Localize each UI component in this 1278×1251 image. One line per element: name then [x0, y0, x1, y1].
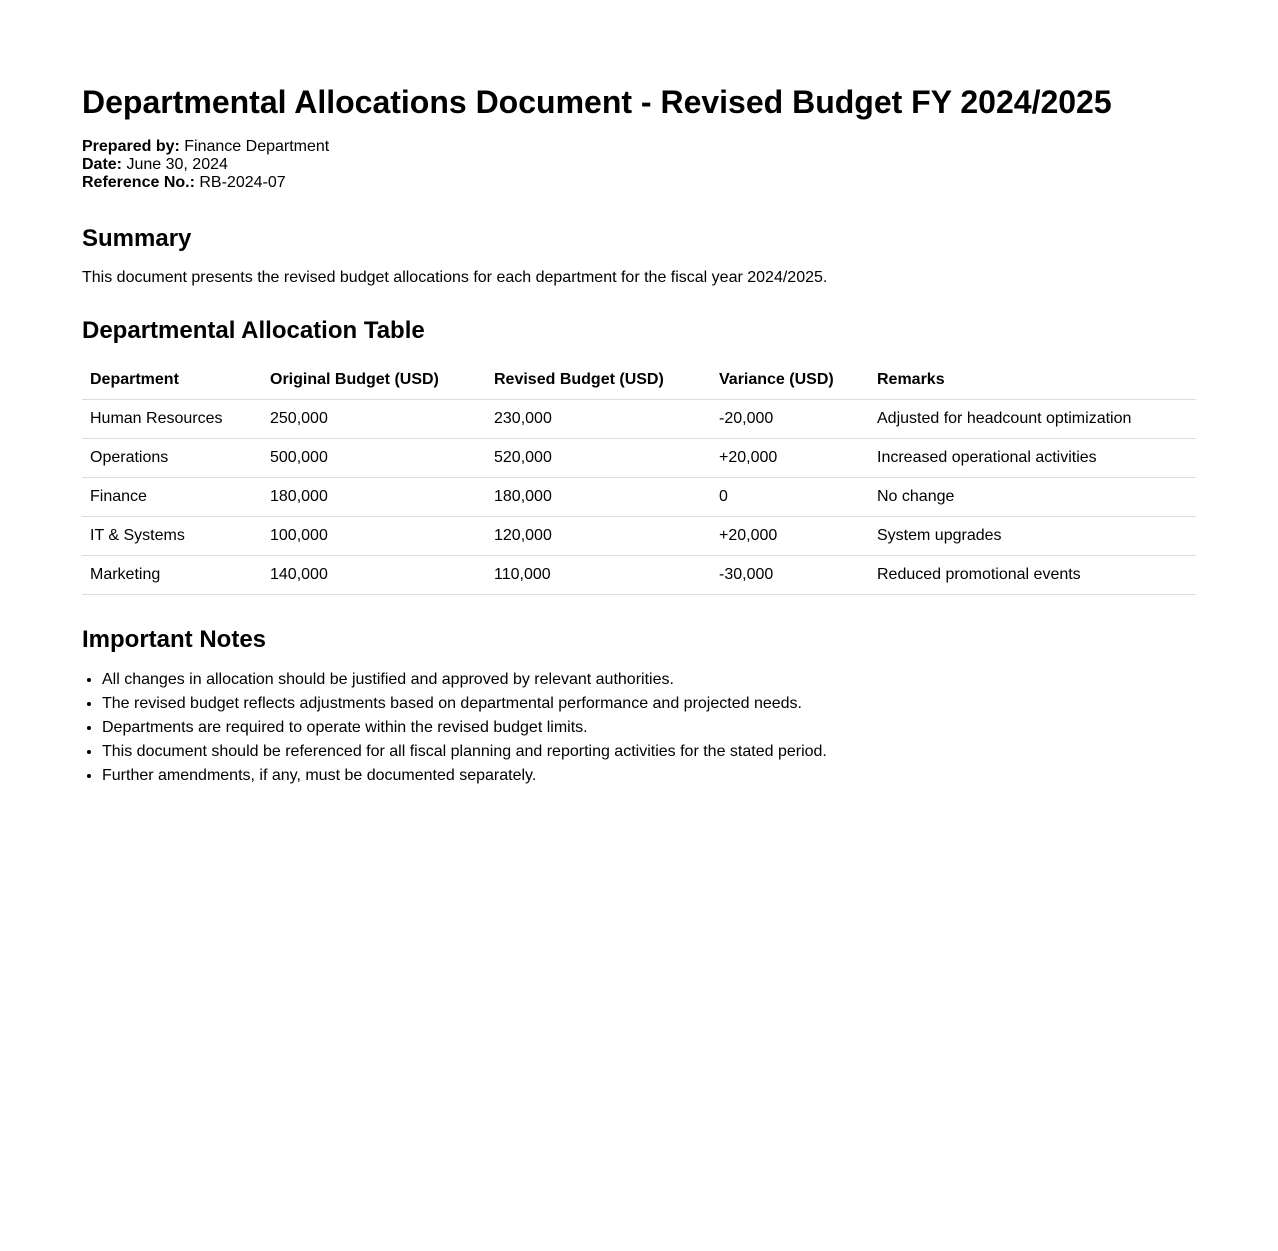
date-label: Date:: [82, 156, 123, 173]
table-row: [82, 556, 1196, 595]
cell-variance: -20,000: [711, 400, 869, 439]
prepared-by-value: Finance Department: [184, 138, 330, 155]
table-row: [82, 517, 1196, 556]
column-header-original-budget: Original Budget (USD): [262, 361, 486, 400]
cell-original-budget: 250,000: [262, 400, 486, 439]
column-header-department: Department: [82, 361, 262, 400]
cell-variance: +20,000: [711, 439, 869, 478]
list-item: • The revised budget reflects adjustments based on departmental performance and projected needs.: [102, 692, 1196, 716]
cell-remarks: Reduced promotional events: [869, 556, 1196, 595]
allocation-table-heading: Departmental Allocation Table: [82, 317, 425, 344]
prepared-by-label: Prepared by:: [82, 138, 180, 155]
cell-revised-budget: 110,000: [486, 556, 711, 595]
table-row: [82, 400, 1196, 439]
table-header-row: [82, 361, 1196, 400]
prepared-by-line: [82, 138, 1196, 156]
cell-variance: 0: [711, 478, 869, 517]
summary-text: This document presents the revised budget allocations for each department for the fiscal year 2024/2025.: [82, 269, 828, 286]
cell-revised-budget: 520,000: [486, 439, 711, 478]
notes-list: [82, 668, 1196, 788]
cell-department: Finance: [82, 478, 262, 517]
cell-variance: -30,000: [711, 556, 869, 595]
cell-remarks: Increased operational activities: [869, 439, 1196, 478]
cell-revised-budget: 180,000: [486, 478, 711, 517]
reference-line: [82, 174, 1196, 192]
list-item: • This document should be referenced for all fiscal planning and reporting activities for the stated period.: [102, 740, 1196, 764]
cell-variance: +20,000: [711, 517, 869, 556]
document-meta: [82, 138, 1196, 192]
allocation-table: [82, 361, 1196, 595]
list-item: • Departments are required to operate within the revised budget limits.: [102, 716, 1196, 740]
cell-department: Human Resources: [82, 400, 262, 439]
cell-original-budget: 140,000: [262, 556, 486, 595]
list-item: • Further amendments, if any, must be documented separately.: [102, 764, 1196, 788]
cell-revised-budget: 230,000: [486, 400, 711, 439]
cell-revised-budget: 120,000: [486, 517, 711, 556]
cell-remarks: System upgrades: [869, 517, 1196, 556]
column-header-remarks: Remarks: [869, 361, 1196, 400]
notes-heading: Important Notes: [82, 626, 267, 653]
column-header-revised-budget: Revised Budget (USD): [486, 361, 711, 400]
column-header-variance: Variance (USD): [711, 361, 869, 400]
cell-department: Marketing: [82, 556, 262, 595]
table-row: [82, 439, 1196, 478]
date-value: June 30, 2024: [126, 156, 228, 173]
table-row: [82, 478, 1196, 517]
list-item: • All changes in allocation should be justified and approved by relevant authorities.: [102, 668, 1196, 692]
summary-heading: Summary: [82, 225, 192, 252]
reference-value: RB-2024-07: [199, 174, 286, 191]
cell-remarks: Adjusted for headcount optimization: [869, 400, 1196, 439]
cell-department: IT & Systems: [82, 517, 262, 556]
document-title: Departmental Allocations Document - Revised Budget FY 2024/2025: [82, 84, 1112, 120]
cell-original-budget: 100,000: [262, 517, 486, 556]
cell-original-budget: 500,000: [262, 439, 486, 478]
cell-remarks: No change: [869, 478, 1196, 517]
cell-department: Operations: [82, 439, 262, 478]
reference-label: Reference No.:: [82, 174, 195, 191]
cell-original-budget: 180,000: [262, 478, 486, 517]
date-line: [82, 156, 1196, 174]
